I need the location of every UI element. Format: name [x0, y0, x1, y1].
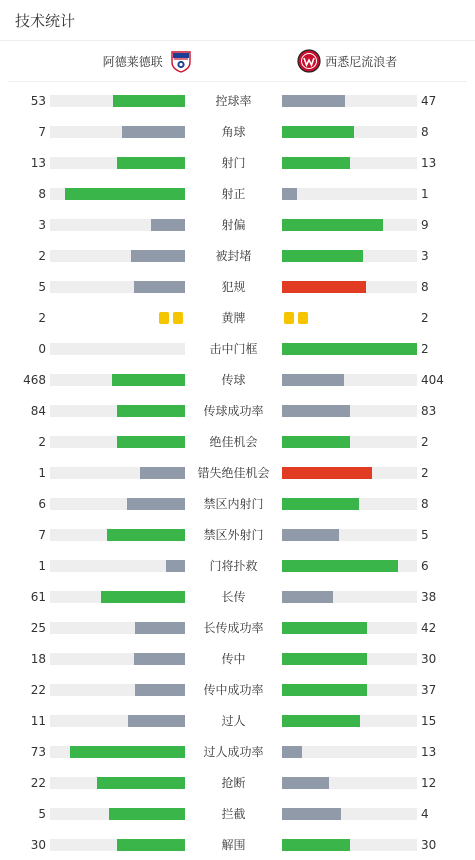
- home-stat-bar: [50, 715, 185, 727]
- home-stat-bar: [50, 219, 185, 231]
- stat-label: 过人成功率: [203, 745, 264, 759]
- home-stat-bar: [50, 250, 185, 262]
- home-stat-bar: [50, 746, 185, 758]
- home-stat-bar: [50, 343, 185, 355]
- away-team-logo-icon: [297, 49, 321, 73]
- away-stat-bar-fill: [282, 653, 367, 665]
- yellow-card-icon: [284, 312, 294, 324]
- away-stat-bar-fill: [282, 498, 359, 510]
- yellow-card-icon: [298, 312, 308, 324]
- away-stat-value: 8: [421, 124, 429, 139]
- stat-label: 解围: [221, 838, 246, 852]
- away-stat-value: 37: [421, 682, 437, 697]
- stat-row: [0, 364, 475, 395]
- away-stat-value: 2: [421, 310, 429, 325]
- away-stat-value: 13: [421, 155, 437, 170]
- away-stat-value: 13: [421, 744, 437, 759]
- home-stat-bar: [50, 622, 185, 634]
- stat-label: 传球成功率: [203, 404, 264, 418]
- away-stat-bar-fill: [282, 746, 302, 758]
- home-stat-bar-fill: [122, 126, 185, 138]
- home-stat-bar-fill: [117, 436, 185, 448]
- stat-row: [0, 798, 475, 829]
- away-stat-bar-fill: [282, 188, 297, 200]
- home-team-logo-icon: [169, 49, 193, 73]
- stat-row: [0, 85, 475, 116]
- away-stat-bar-fill: [282, 343, 417, 355]
- home-stat-bar: [50, 560, 185, 572]
- home-stat-bar: [50, 467, 185, 479]
- away-stat-value: 4: [421, 806, 429, 821]
- home-stat-bar: [50, 95, 185, 107]
- stat-label: 门将扑救: [209, 559, 258, 573]
- stat-row: [0, 519, 475, 550]
- away-stat-value: 15: [421, 713, 437, 728]
- home-stat-bar: [50, 405, 185, 417]
- home-stat-value: 7: [38, 527, 46, 542]
- away-stat-value: 8: [421, 496, 429, 511]
- home-stat-value: 11: [30, 713, 46, 728]
- home-stat-value: 8: [38, 186, 46, 201]
- away-stat-bar-fill: [282, 405, 350, 417]
- home-stat-value: 18: [30, 651, 46, 666]
- stat-label: 拦截: [221, 807, 246, 821]
- away-stat-value: 9: [421, 217, 429, 232]
- stat-label: 抢断: [221, 776, 246, 790]
- away-stat-value: 404: [421, 372, 444, 387]
- stat-label: 绝佳机会: [209, 435, 258, 449]
- home-stat-bar-fill: [107, 529, 185, 541]
- stat-row: [0, 767, 475, 798]
- away-stat-bar: [282, 839, 417, 851]
- home-stat-bar: [50, 591, 185, 603]
- away-stat-bar-fill: [282, 715, 360, 727]
- home-stat-bar-fill: [135, 622, 185, 634]
- away-stat-value: 5: [421, 527, 429, 542]
- away-stat-bar-fill: [282, 250, 363, 262]
- stat-label: 传球: [221, 373, 246, 387]
- away-stat-bar: [282, 622, 417, 634]
- home-stat-value: 84: [30, 403, 46, 418]
- stat-row: [0, 581, 475, 612]
- stat-label: 长传成功率: [203, 621, 264, 635]
- home-stat-bar: [50, 684, 185, 696]
- away-stat-value: 47: [421, 93, 437, 108]
- home-stat-bar: [50, 777, 185, 789]
- stat-label: 角球: [221, 125, 246, 139]
- home-stat-bar: [50, 157, 185, 169]
- away-stat-bar-fill: [282, 808, 341, 820]
- stat-label: 传中成功率: [203, 683, 264, 697]
- away-stat-bar: [282, 126, 417, 138]
- home-stat-value: 13: [30, 155, 46, 170]
- stat-row: [0, 116, 475, 147]
- home-stat-bar-fill: [117, 405, 185, 417]
- home-stat-value: 468: [23, 372, 46, 387]
- stat-row: [0, 395, 475, 426]
- away-stat-value: 2: [421, 341, 429, 356]
- stat-label: 传中: [221, 652, 246, 666]
- stat-label: 禁区外射门: [203, 528, 264, 542]
- home-stat-bar-fill: [128, 715, 185, 727]
- stats-list: [0, 82, 475, 860]
- away-stat-value: 3: [421, 248, 429, 263]
- home-stat-bar-fill: [65, 188, 185, 200]
- home-cards: [50, 312, 185, 324]
- away-stat-bar: [282, 157, 417, 169]
- away-stat-value: 12: [421, 775, 437, 790]
- away-stat-bar-fill: [282, 622, 367, 634]
- home-stat-value: 5: [38, 806, 46, 821]
- home-stat-value: 3: [38, 217, 46, 232]
- away-stat-bar-fill: [282, 281, 366, 293]
- away-stat-bar: [282, 560, 417, 572]
- away-stat-bar: [282, 467, 417, 479]
- away-stat-value: 6: [421, 558, 429, 573]
- home-stat-bar-fill: [127, 498, 185, 510]
- home-team[interactable]: [8, 49, 248, 73]
- away-stat-bar: [282, 219, 417, 231]
- stat-row: [0, 829, 475, 860]
- away-stat-bar: [282, 281, 417, 293]
- away-stat-bar: [282, 591, 417, 603]
- home-stat-value: 25: [30, 620, 46, 635]
- away-team[interactable]: [248, 49, 468, 73]
- home-stat-bar-fill: [135, 684, 185, 696]
- away-stat-bar: [282, 405, 417, 417]
- home-stat-value: 6: [38, 496, 46, 511]
- away-stat-bar: [282, 777, 417, 789]
- away-stat-bar: [282, 343, 417, 355]
- stat-label: 控球率: [215, 94, 252, 108]
- away-stat-bar-fill: [282, 684, 367, 696]
- away-stat-bar-fill: [282, 374, 344, 386]
- home-stat-bar-fill: [101, 591, 185, 603]
- away-stat-bar-fill: [282, 157, 350, 169]
- away-stat-value: 2: [421, 465, 429, 480]
- home-stat-bar: [50, 808, 185, 820]
- away-stat-bar: [282, 808, 417, 820]
- home-stat-bar-fill: [151, 219, 185, 231]
- stat-row: [0, 705, 475, 736]
- home-stat-value: 61: [30, 589, 46, 604]
- away-cards: [282, 312, 417, 324]
- stat-label: 射门: [221, 156, 246, 170]
- stat-label: 过人: [221, 714, 246, 728]
- home-stat-bar: [50, 281, 185, 293]
- home-stat-bar: [50, 498, 185, 510]
- home-stat-bar: [50, 188, 185, 200]
- stat-row: [0, 550, 475, 581]
- stat-row: [0, 271, 475, 302]
- stat-label: 被封堵: [215, 249, 252, 263]
- away-stat-bar: [282, 95, 417, 107]
- away-stat-bar-fill: [282, 560, 398, 572]
- home-stat-value: 1: [38, 465, 46, 480]
- home-stat-bar-fill: [113, 95, 185, 107]
- home-stat-value: 2: [38, 434, 46, 449]
- away-stat-bar-fill: [282, 467, 372, 479]
- home-stat-value: 2: [38, 248, 46, 263]
- home-stat-bar: [50, 839, 185, 851]
- away-stat-bar-fill: [282, 839, 350, 851]
- stat-label: 禁区内射门: [203, 497, 264, 511]
- home-stat-bar: [50, 436, 185, 448]
- home-stat-bar-fill: [131, 250, 185, 262]
- stat-label: 击中门框: [209, 342, 258, 356]
- home-stat-value: 53: [30, 93, 46, 108]
- stat-row: [0, 674, 475, 705]
- stat-row: [0, 426, 475, 457]
- away-stat-bar: [282, 436, 417, 448]
- stat-row: [0, 209, 475, 240]
- home-stat-value: 7: [38, 124, 46, 139]
- page-title: 技术统计: [15, 11, 76, 30]
- home-stat-bar-fill: [97, 777, 185, 789]
- home-stat-bar: [50, 653, 185, 665]
- home-stat-bar-fill: [166, 560, 185, 572]
- home-stat-bar-fill: [134, 281, 185, 293]
- home-stat-bar: [50, 126, 185, 138]
- away-stat-value: 83: [421, 403, 437, 418]
- away-stat-bar: [282, 746, 417, 758]
- home-stat-bar-fill: [70, 746, 185, 758]
- home-stat-value: 2: [38, 310, 46, 325]
- away-stat-bar-fill: [282, 591, 333, 603]
- teams-row: [8, 41, 467, 82]
- home-stat-value: 30: [30, 837, 46, 852]
- stat-label: 错失绝佳机会: [197, 466, 270, 480]
- stat-row: [0, 736, 475, 767]
- away-stat-bar-fill: [282, 126, 354, 138]
- away-stat-bar: [282, 684, 417, 696]
- yellow-card-icon: [159, 312, 169, 324]
- away-stat-bar: [282, 188, 417, 200]
- stat-row: [0, 488, 475, 519]
- stat-row: [0, 457, 475, 488]
- home-stat-value: 73: [30, 744, 46, 759]
- page-header: [0, 0, 475, 40]
- home-stat-bar: [50, 374, 185, 386]
- home-stat-bar: [50, 529, 185, 541]
- away-stat-bar: [282, 653, 417, 665]
- away-stat-bar-fill: [282, 219, 383, 231]
- home-stat-value: 5: [38, 279, 46, 294]
- away-stat-value: 1: [421, 186, 429, 201]
- stat-row: [0, 612, 475, 643]
- home-stat-value: 0: [38, 341, 46, 356]
- away-stat-value: 38: [421, 589, 437, 604]
- home-stat-bar-fill: [140, 467, 185, 479]
- stat-label: 长传: [221, 590, 246, 604]
- away-stat-value: 42: [421, 620, 437, 635]
- away-stat-value: 30: [421, 651, 437, 666]
- away-stat-value: 30: [421, 837, 437, 852]
- stat-label: 犯规: [221, 280, 246, 294]
- home-stat-bar-fill: [117, 839, 185, 851]
- away-stat-bar: [282, 715, 417, 727]
- away-stat-value: 8: [421, 279, 429, 294]
- away-stat-bar: [282, 250, 417, 262]
- stat-row: [0, 240, 475, 271]
- away-stat-bar: [282, 374, 417, 386]
- stat-row: [0, 643, 475, 674]
- away-stat-bar: [282, 498, 417, 510]
- home-stat-value: 22: [30, 775, 46, 790]
- home-team-name: 阿德莱德联: [102, 54, 163, 69]
- away-stat-bar-fill: [282, 777, 329, 789]
- away-team-name: 西悉尼流浪者: [325, 54, 398, 69]
- home-stat-bar-fill: [109, 808, 185, 820]
- away-stat-bar-fill: [282, 95, 345, 107]
- away-stat-value: 2: [421, 434, 429, 449]
- stat-label: 射正: [221, 187, 246, 201]
- home-stat-bar-fill: [112, 374, 185, 386]
- stat-row: [0, 147, 475, 178]
- home-stat-value: 22: [30, 682, 46, 697]
- home-stat-bar-fill: [134, 653, 185, 665]
- home-stat-value: 1: [38, 558, 46, 573]
- away-stat-bar-fill: [282, 529, 339, 541]
- stat-row: [0, 333, 475, 364]
- stat-label: 射偏: [221, 218, 246, 232]
- yellow-card-icon: [173, 312, 183, 324]
- away-stat-bar-fill: [282, 436, 350, 448]
- home-stat-bar-fill: [117, 157, 185, 169]
- stat-label: 黄牌: [221, 311, 246, 325]
- away-stat-bar: [282, 529, 417, 541]
- stat-row: [0, 302, 475, 333]
- stat-row: [0, 178, 475, 209]
